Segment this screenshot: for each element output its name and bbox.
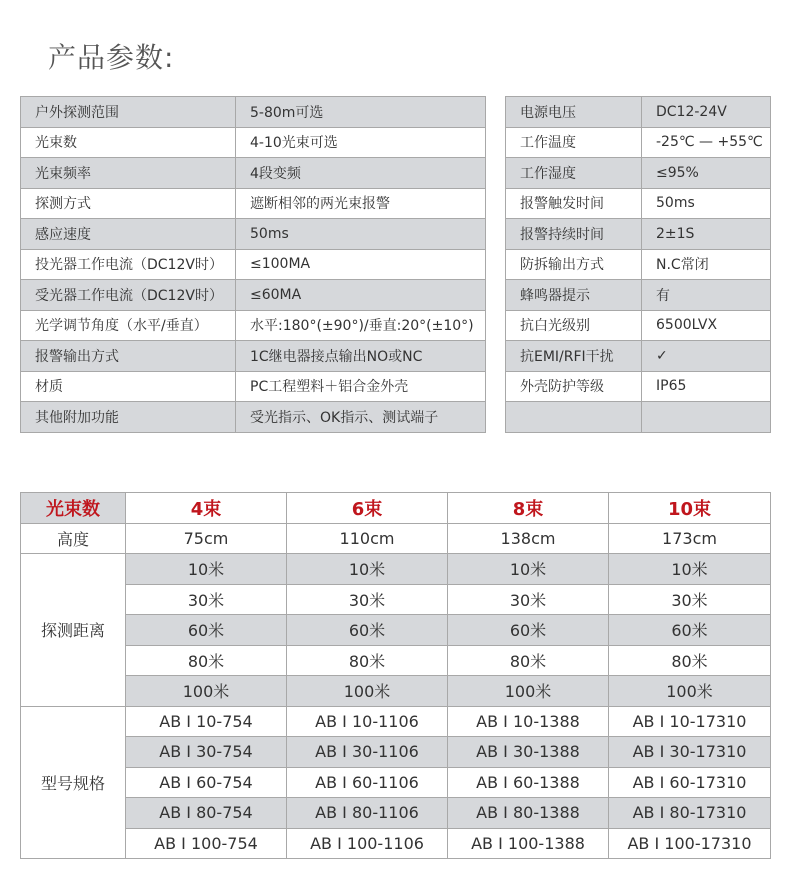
spec-label: 光束频率 [21,158,236,189]
model-value: AB I 30-1106 [287,737,448,768]
header-beam-count: 光束数 [21,493,126,524]
spec-value: DC12-24V [642,97,771,128]
spec-row [21,341,486,372]
spec-value: -25℃ — +55℃ [642,127,771,158]
spec-row [506,280,771,311]
model-value: AB I 30-1388 [448,737,609,768]
spec-row [21,97,486,128]
spec-value: 有 [642,280,771,311]
model-value: AB I 10-754 [126,706,287,737]
spec-label: 报警输出方式 [21,341,236,372]
distance-value: 30米 [126,584,287,615]
model-value: AB I 80-1106 [287,798,448,829]
spec-row [506,402,771,433]
distance-value: 80米 [609,645,771,676]
model-value: AB I 100-1106 [287,828,448,859]
model-label: 型号规格 [21,706,126,859]
spec-value: 2±1S [642,219,771,250]
model-value: AB I 100-754 [126,828,287,859]
distance-value: 60米 [126,615,287,646]
distance-row [21,584,771,615]
header-beam-option: 8束 [448,493,609,524]
spec-value: ✓ [642,341,771,372]
distance-value: 100米 [126,676,287,707]
distance-value: 80米 [126,645,287,676]
spec-label: 工作湿度 [506,158,642,189]
model-row [21,737,771,768]
distance-value: 100米 [287,676,448,707]
spec-label: 抗EMI/RFI干扰 [506,341,642,372]
model-value: AB I 60-754 [126,767,287,798]
height-value: 173cm [609,523,771,554]
model-value: AB I 10-1388 [448,706,609,737]
distance-value: 30米 [287,584,448,615]
model-value: AB I 60-17310 [609,767,771,798]
header-beam-option: 10束 [609,493,771,524]
spec-value: ≤100MA [236,249,486,280]
spec-value: 遮断相邻的两光束报警 [236,188,486,219]
spec-row [21,188,486,219]
spec-value: 6500LVX [642,310,771,341]
spec-row [506,97,771,128]
spec-row [506,158,771,189]
spec-row [506,127,771,158]
spec-label: 探测方式 [21,188,236,219]
spec-row [21,219,486,250]
spec-value: ≤60MA [236,280,486,311]
spec-label: 光学调节角度（水平/垂直） [21,310,236,341]
model-table [20,492,771,859]
model-value: AB I 30-754 [126,737,287,768]
model-value: AB I 100-17310 [609,828,771,859]
spec-value: 50ms [236,219,486,250]
model-row [21,828,771,859]
spec-row [506,249,771,280]
model-row [21,767,771,798]
spec-row [21,310,486,341]
height-label: 高度 [21,523,126,554]
distance-value: 10米 [126,554,287,585]
spec-value: 受光指示、OK指示、测试端子 [236,402,486,433]
spec-row [21,127,486,158]
model-row [21,706,771,737]
spec-value: IP65 [642,371,771,402]
spec-value: 水平:180°(±90°)/垂直:20°(±10°) [236,310,486,341]
spec-row [506,341,771,372]
distance-label: 探测距离 [21,554,126,707]
spec-label: 投光器工作电流（DC12V时） [21,249,236,280]
model-value: AB I 80-17310 [609,798,771,829]
height-row [21,523,771,554]
header-row [21,493,771,524]
model-value: AB I 10-1106 [287,706,448,737]
distance-value: 10米 [448,554,609,585]
distance-row [21,554,771,585]
spec-row [506,219,771,250]
spec-label: 户外探测范围 [21,97,236,128]
spec-label: 外壳防护等级 [506,371,642,402]
spec-row [21,402,486,433]
model-value: AB I 100-1388 [448,828,609,859]
spec-value: 1C继电器接点输出NO或NC [236,341,486,372]
spec-value: 4段变频 [236,158,486,189]
distance-row [21,615,771,646]
model-value: AB I 60-1388 [448,767,609,798]
spec-table-right [505,96,771,433]
header-beam-option: 4束 [126,493,287,524]
spec-row [506,188,771,219]
spec-value: N.C常闭 [642,249,771,280]
model-value: AB I 60-1106 [287,767,448,798]
model-row [21,798,771,829]
height-value: 138cm [448,523,609,554]
distance-value: 100米 [609,676,771,707]
distance-value: 30米 [448,584,609,615]
spec-value: 4-10光束可选 [236,127,486,158]
spec-label: 蜂鸣器提示 [506,280,642,311]
distance-value: 10米 [287,554,448,585]
height-value: 110cm [287,523,448,554]
distance-value: 10米 [609,554,771,585]
spec-label: 报警持续时间 [506,219,642,250]
spec-row [506,310,771,341]
distance-row [21,645,771,676]
spec-label [506,402,642,433]
spec-label: 受光器工作电流（DC12V时） [21,280,236,311]
spec-row [21,371,486,402]
spec-table-left [20,96,486,433]
distance-value: 60米 [609,615,771,646]
model-value: AB I 80-1388 [448,798,609,829]
spec-label: 其他附加功能 [21,402,236,433]
distance-value: 30米 [609,584,771,615]
spec-row [21,158,486,189]
spec-label: 电源电压 [506,97,642,128]
distance-value: 80米 [448,645,609,676]
spec-value [642,402,771,433]
spec-row [21,280,486,311]
spec-label: 报警触发时间 [506,188,642,219]
page-title: 产品参数: [48,41,175,74]
model-value: AB I 80-754 [126,798,287,829]
spec-label: 材质 [21,371,236,402]
spec-label: 抗白光级别 [506,310,642,341]
distance-value: 60米 [448,615,609,646]
distance-value: 60米 [287,615,448,646]
spec-value: 50ms [642,188,771,219]
spec-label: 感应速度 [21,219,236,250]
spec-label: 防拆输出方式 [506,249,642,280]
spec-label: 光束数 [21,127,236,158]
header-beam-option: 6束 [287,493,448,524]
distance-value: 80米 [287,645,448,676]
spec-label: 工作温度 [506,127,642,158]
height-value: 75cm [126,523,287,554]
distance-value: 100米 [448,676,609,707]
spec-value: PC工程塑料＋铝合金外壳 [236,371,486,402]
model-value: AB I 10-17310 [609,706,771,737]
spec-row [21,249,486,280]
model-value: AB I 30-17310 [609,737,771,768]
spec-row [506,371,771,402]
spec-value: ≤95% [642,158,771,189]
distance-row [21,676,771,707]
spec-value: 5-80m可选 [236,97,486,128]
